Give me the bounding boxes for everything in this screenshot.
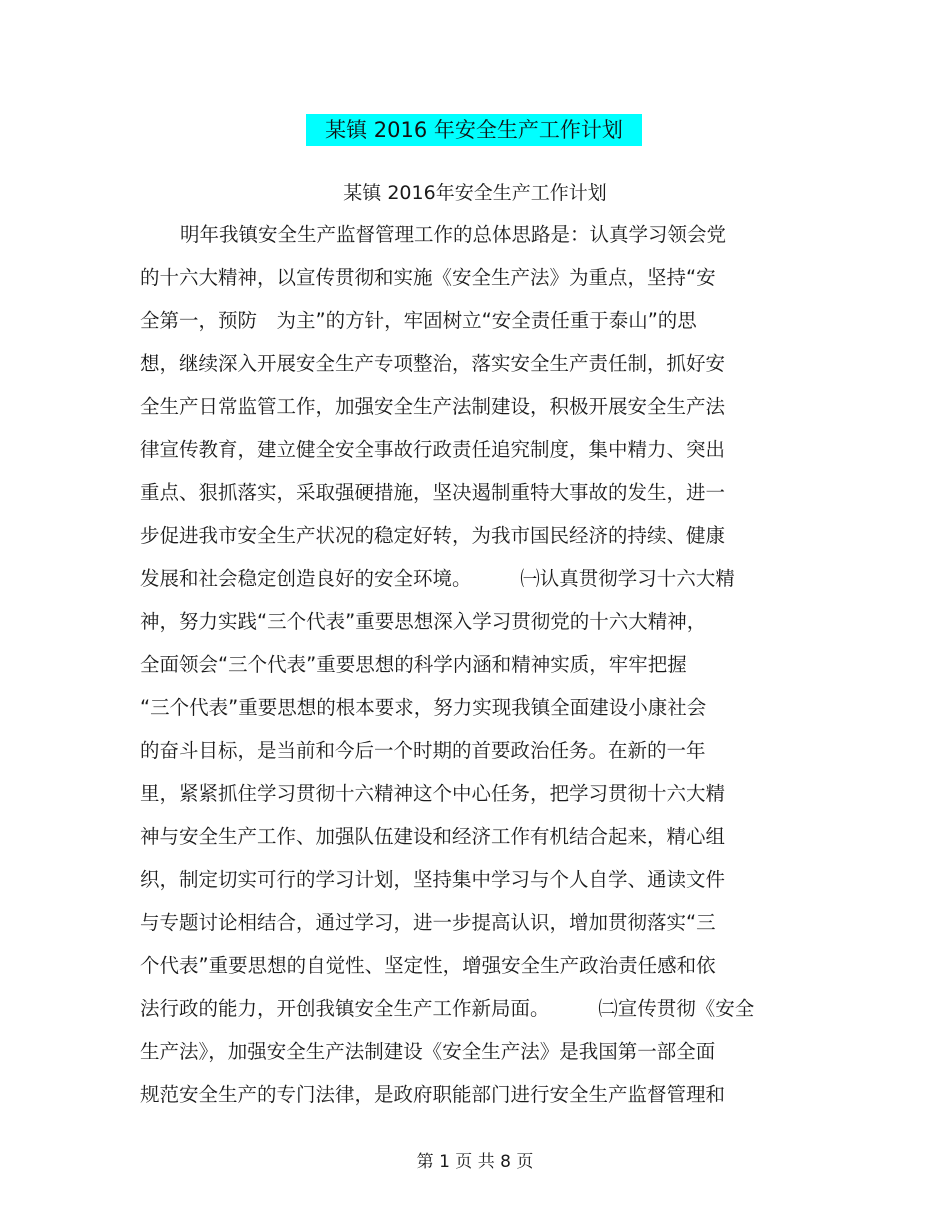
document-title: 某镇 2016 年安全生产工作计划 xyxy=(306,114,642,146)
body-line: 织，制定切实可行的学习计划，坚持集中学习与个人自学、通读文件 xyxy=(140,868,726,891)
body-line: “三个代表”重要思想的根本要求，努力实现我镇全面建设小康社会 xyxy=(140,696,707,719)
body-line: 律宣传教育，建立健全安全事故行政责任追究制度，集中精力、突出 xyxy=(140,438,726,461)
body-line: 的十六大精神，以宣传贯彻和实施《安全生产法》为重点，坚持“安 xyxy=(140,266,716,289)
body-line: 步促进我市安全生产状况的稳定好转，为我市国民经济的持续、健康 xyxy=(140,524,726,547)
body-line: 里，紧紧抓住学习贯彻十六精神这个中心任务，把学习贯彻十六大精 xyxy=(140,782,726,805)
body-line: 与专题讨论相结合，通过学习，进一步提高认识，增加贯彻落实“三 xyxy=(140,911,716,934)
body-line: 想，继续深入开展安全生产专项整治，落实安全生产责任制，抓好安 xyxy=(140,352,726,375)
body-line: 全第一，预防 为主”的方针，牢固树立“安全责任重于泰山”的思 xyxy=(140,309,697,332)
body-line: 神与安全生产工作、加强队伍建设和经济工作有机结合起来，精心组 xyxy=(140,825,726,848)
body-line: 全面领会“三个代表”重要思想的科学内涵和精神实质，牢牢把握 xyxy=(140,653,687,676)
document-subtitle: 某镇 2016年安全生产工作计划 xyxy=(343,182,607,204)
body-line: 法行政的能力，开创我镇安全生产工作新局面。 ㈡宣传贯彻《安全 xyxy=(140,997,755,1020)
body-line: 的奋斗目标，是当前和今后一个时期的首要政治任务。在新的一年 xyxy=(140,739,706,762)
body-line: 生产法》，加强安全生产法制建设《安全生产法》是我国第一部全面 xyxy=(140,1040,716,1063)
body-line: 全生产日常监管工作，加强安全生产法制建设，积极开展安全生产法 xyxy=(140,395,726,418)
page-number-footer: 第 1 页 共 8 页 xyxy=(416,1152,534,1172)
body-line: 明年我镇安全生产监督管理工作的总体思路是：认真学习领会党 xyxy=(180,223,727,246)
body-line: 规范安全生产的专门法律，是政府职能部门进行安全生产监督管理和 xyxy=(140,1083,726,1106)
body-line: 重点、狠抓落实，采取强硬措施，坚决遏制重特大事故的发生，进一 xyxy=(140,481,726,504)
body-line: 发展和社会稳定创造良好的安全环境。 ㈠认真贯彻学习十六大精 xyxy=(140,567,735,590)
body-line: 神，努力实践“三个代表”重要思想深入学习贯彻党的十六大精神， xyxy=(140,610,707,633)
body-line: 个代表”重要思想的自觉性、坚定性，增强安全生产政治责任感和依 xyxy=(140,954,716,977)
